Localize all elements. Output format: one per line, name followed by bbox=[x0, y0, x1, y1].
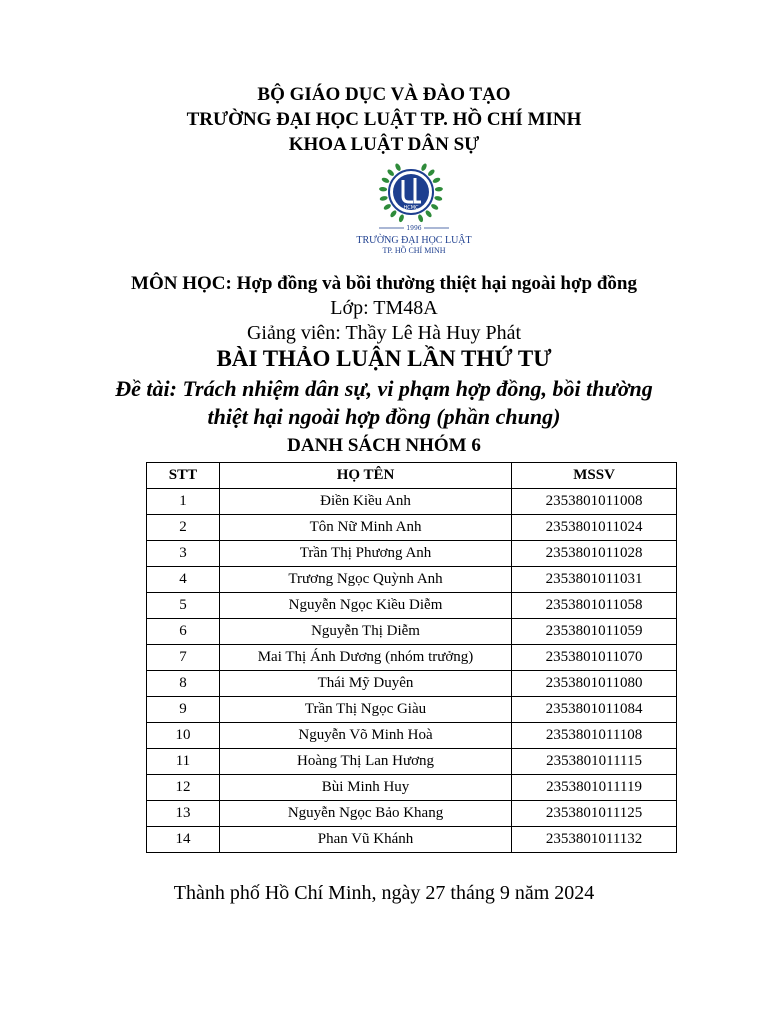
university-logo-graphic bbox=[349, 162, 489, 262]
laurel-leaf-icon bbox=[389, 209, 397, 218]
cell-name: Nguyễn Ngọc Bảo Khang bbox=[219, 801, 511, 827]
cell-stt: 13 bbox=[147, 801, 220, 827]
cell-name: Trương Ngọc Quỳnh Anh bbox=[219, 567, 511, 593]
cell-stt: 14 bbox=[147, 827, 220, 853]
laurel-leaf-icon bbox=[381, 177, 390, 184]
laurel-leaf-icon bbox=[394, 163, 402, 172]
cell-stt: 7 bbox=[147, 645, 220, 671]
course-subject-text: MÔN HỌC: Hợp đồng và bồi thường thiệt hại ngoài hợp đồng bbox=[131, 273, 637, 294]
cell-stt: 2 bbox=[147, 515, 220, 541]
cell-mssv: 2353801011125 bbox=[512, 801, 677, 827]
cell-name: Nguyễn Võ Minh Hoà bbox=[219, 723, 511, 749]
header-mssv: MSSV bbox=[512, 463, 677, 489]
table-row bbox=[147, 697, 677, 723]
university-heading: TRƯỜNG ĐẠI HỌC LUẬT TP. HỒ CHÍ MINH bbox=[186, 109, 582, 130]
laurel-leaf-icon bbox=[427, 168, 436, 177]
member-table bbox=[146, 462, 677, 853]
cell-name: Phan Vũ Khánh bbox=[219, 827, 511, 853]
emblem-text: HCMC bbox=[403, 205, 419, 211]
table-row bbox=[147, 541, 677, 567]
laurel-leaf-icon bbox=[435, 187, 443, 192]
course-subject bbox=[0, 273, 768, 295]
header-stt: STT bbox=[147, 463, 220, 489]
cell-stt: 12 bbox=[147, 775, 220, 801]
cell-stt: 11 bbox=[147, 749, 220, 775]
cell-stt: 4 bbox=[147, 567, 220, 593]
topic-line-1: Đề tài: Trách nhiệm dân sự, vi phạm hợp đồng, bồi thường bbox=[115, 376, 653, 401]
cell-mssv: 2353801011080 bbox=[512, 671, 677, 697]
table-row bbox=[147, 619, 677, 645]
cell-stt: 8 bbox=[147, 671, 220, 697]
laurel-leaf-icon bbox=[434, 195, 443, 201]
laurel-leaf-icon bbox=[398, 214, 405, 223]
cell-stt: 10 bbox=[147, 723, 220, 749]
cell-name: Hoàng Thị Lan Hương bbox=[219, 749, 511, 775]
cell-name: Điền Kiều Anh bbox=[219, 489, 511, 515]
cell-name: Thái Mỹ Duyên bbox=[219, 671, 511, 697]
laurel-leaf-icon bbox=[386, 168, 395, 177]
cell-stt: 6 bbox=[147, 619, 220, 645]
cell-mssv: 2353801011008 bbox=[512, 489, 677, 515]
logo-name-line1: TRƯỜNG ĐẠI HỌC LUẬT bbox=[356, 235, 472, 246]
cell-mssv: 2353801011058 bbox=[512, 593, 677, 619]
table-header-row bbox=[147, 463, 677, 489]
cell-mssv: 2353801011084 bbox=[512, 697, 677, 723]
cell-mssv: 2353801011031 bbox=[512, 567, 677, 593]
cell-name: Nguyễn Thị Diễm bbox=[219, 619, 511, 645]
laurel-leaf-icon bbox=[424, 209, 432, 218]
cell-stt: 1 bbox=[147, 489, 220, 515]
topic-line-2: thiệt hại ngoài hợp đồng (phần chung) bbox=[207, 404, 561, 429]
cell-name: Bùi Minh Huy bbox=[219, 775, 511, 801]
table-row bbox=[147, 645, 677, 671]
place-date: Thành phố Hồ Chí Minh, ngày 27 tháng 9 năm 2024 bbox=[173, 882, 595, 904]
cell-mssv: 2353801011132 bbox=[512, 827, 677, 853]
cell-mssv: 2353801011028 bbox=[512, 541, 677, 567]
logo-name-line2: TP. HỒ CHÍ MINH bbox=[382, 246, 446, 255]
course-class: Lớp: TM48A bbox=[330, 297, 438, 319]
table-row bbox=[147, 749, 677, 775]
table-row bbox=[147, 723, 677, 749]
table-row bbox=[147, 801, 677, 827]
laurel-leaf-icon bbox=[432, 177, 441, 184]
laurel-leaf-icon bbox=[379, 195, 388, 201]
laurel-leaf-icon bbox=[383, 203, 392, 211]
table-row bbox=[147, 775, 677, 801]
cell-mssv: 2353801011119 bbox=[512, 775, 677, 801]
discussion-title: BÀI THẢO LUẬN LẦN THỨ TƯ bbox=[216, 346, 552, 371]
cell-name: Nguyễn Ngọc Kiều Diễm bbox=[219, 593, 511, 619]
group-list-title: DANH SÁCH NHÓM 6 bbox=[287, 435, 481, 456]
table-row bbox=[147, 593, 677, 619]
logo-year: 1996 bbox=[406, 225, 422, 232]
table-row bbox=[147, 671, 677, 697]
cell-name: Tôn Nữ Minh Anh bbox=[219, 515, 511, 541]
cell-mssv: 2353801011115 bbox=[512, 749, 677, 775]
cell-stt: 9 bbox=[147, 697, 220, 723]
table-row bbox=[147, 567, 677, 593]
cell-mssv: 2353801011108 bbox=[512, 723, 677, 749]
cell-name: Trần Thị Ngọc Giàu bbox=[219, 697, 511, 723]
cell-mssv: 2353801011070 bbox=[512, 645, 677, 671]
faculty-heading: KHOA LUẬT DÂN SỰ bbox=[288, 134, 480, 155]
table-row bbox=[147, 489, 677, 515]
cell-mssv: 2353801011059 bbox=[512, 619, 677, 645]
laurel-leaf-icon bbox=[379, 187, 387, 192]
cell-stt: 5 bbox=[147, 593, 220, 619]
ministry-heading: BỘ GIÁO DỤC VÀ ĐÀO TẠO bbox=[257, 84, 511, 105]
laurel-leaf-icon bbox=[417, 214, 424, 223]
course-lecturer: Giảng viên: Thầy Lê Hà Huy Phát bbox=[246, 322, 521, 344]
cell-stt: 3 bbox=[147, 541, 220, 567]
table-row bbox=[147, 827, 677, 853]
cell-name: Trần Thị Phương Anh bbox=[219, 541, 511, 567]
cell-name: Mai Thị Ánh Dương (nhóm trưởng) bbox=[219, 645, 511, 671]
table-row bbox=[147, 515, 677, 541]
laurel-leaf-icon bbox=[420, 163, 428, 172]
cell-mssv: 2353801011024 bbox=[512, 515, 677, 541]
university-logo bbox=[349, 162, 489, 262]
laurel-leaf-icon bbox=[430, 203, 439, 211]
header-name: HỌ TÊN bbox=[219, 463, 511, 489]
